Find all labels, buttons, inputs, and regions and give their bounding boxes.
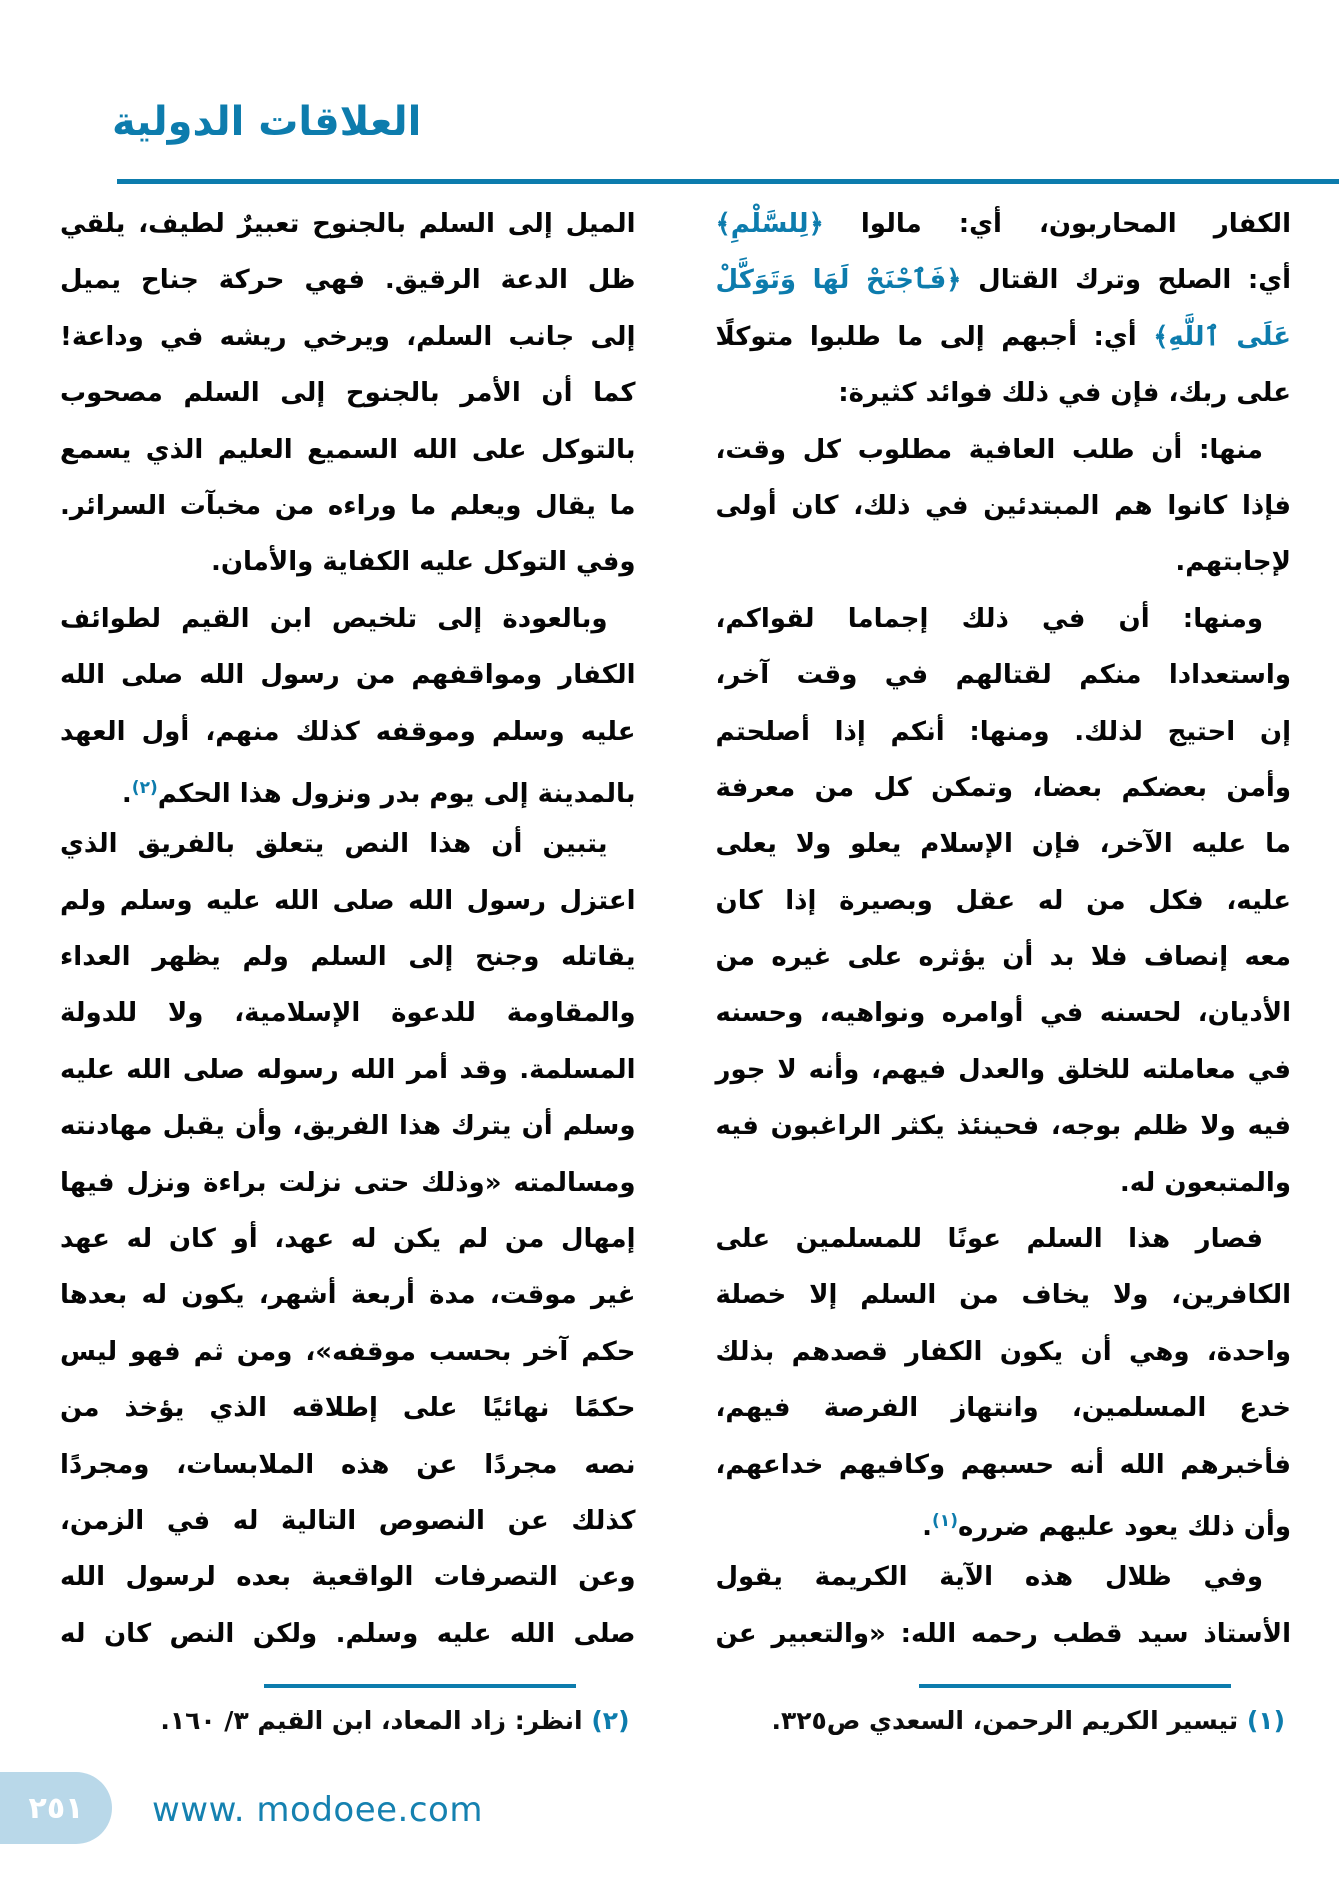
text-line — [60, 1437, 636, 1493]
footnote-text — [60, 1702, 636, 1740]
body-text: واحدة، وهي أن يكون الكفار قصدهم بذلك — [715, 1336, 1291, 1367]
body-text: والمقاومة للدعوة الإسلامية، ولا للدولة — [60, 998, 636, 1029]
body-text: وأن ذلك يعود عليهم ضرره — [957, 1511, 1291, 1542]
text-line — [60, 1606, 636, 1662]
text-line — [716, 1267, 1292, 1323]
footnote-number: (١) — [1246, 1706, 1285, 1736]
body-text: فإذا كانوا هم المبتدئين في ذلك، كان أولى — [715, 490, 1291, 521]
body-text: عليه وسلم وموقفه كذلك منهم، أول العهد — [60, 716, 636, 747]
page-number-badge — [0, 1772, 112, 1844]
footnote-reference: (١) — [932, 1510, 958, 1531]
body-text: في معاملته للخلق والعدل فيهم، وأنه لا جور — [715, 1054, 1291, 1085]
text-line — [60, 196, 636, 252]
body-text: فيه ولا ظلم بوجه، فحينئذ يكثر الراغبون فيه — [715, 1111, 1291, 1142]
text-line — [60, 1211, 636, 1267]
text-line — [716, 309, 1292, 365]
body-text: إمهال من لم يكن له عهد، أو كان له عهد — [60, 1224, 636, 1255]
body-text: الأستاذ سيد قطب رحمه الله: «والتعبير عن — [715, 1618, 1291, 1649]
text-line — [716, 816, 1292, 872]
text-line — [60, 309, 636, 365]
body-text: حكمًا نهائيًا على إطلاقه الذي يؤخذ من — [60, 1393, 636, 1424]
footnote-text — [716, 1702, 1292, 1740]
body-text: خدع المسلمين، وانتهاز الفرصة فيهم، — [715, 1393, 1291, 1424]
body-text: ومسالمته «وذلك حتى نزلت براءة ونزل فيها — [60, 1167, 636, 1198]
body-text: فصار هذا السلم عونًا للمسلمين على — [715, 1224, 1263, 1255]
text-line — [716, 704, 1292, 760]
text-column-left — [60, 196, 636, 1740]
body-text: غير موقت، مدة أربعة أشهر، يكون له بعدها — [60, 1280, 636, 1311]
body-text: وبالعودة إلى تلخيص ابن القيم لطوائف — [60, 603, 608, 634]
column-right-body — [716, 196, 1292, 1662]
body-text: الميل إلى السلم بالجنوح تعبيرٌ لطيف، يلقي — [60, 209, 636, 239]
text-line — [716, 196, 1292, 252]
body-text: الكفار المحاربون، أي: مالوا — [823, 209, 1291, 239]
text-line — [716, 1098, 1292, 1154]
two-column-text-block — [0, 196, 1339, 1740]
text-column-right — [716, 196, 1292, 1740]
footnote-separator — [264, 1684, 576, 1688]
text-line — [716, 760, 1292, 816]
footnote-block-left — [60, 1684, 636, 1740]
text-line — [60, 365, 636, 421]
text-line — [60, 1324, 636, 1380]
body-text: ما عليه الآخر، فإن الإسلام يعلو ولا يعلى — [715, 829, 1291, 860]
body-text: بالتوكل على الله السميع العليم الذي يسمع — [60, 434, 636, 465]
body-text: يقاتله وجنح إلى السلم ولم يظهر العداء — [60, 942, 636, 973]
body-text: بالمدينة إلى يوم بدر ونزول هذا الحكم — [157, 778, 636, 809]
text-line — [60, 1042, 636, 1098]
body-text: . — [922, 1511, 933, 1542]
text-line — [60, 704, 636, 760]
text-line — [716, 1042, 1292, 1098]
quran-verse: عَلَى ٱللَّهِ﴾ — [1153, 321, 1291, 352]
body-text: كذلك عن النصوص التالية له في الزمن، — [60, 1505, 636, 1536]
body-text: كما أن الأمر بالجنوح إلى السلم مصحوب — [60, 378, 636, 409]
text-line — [60, 1155, 636, 1211]
body-text: معه إنصاف فلا بد أن يؤثره على غيره من — [715, 942, 1291, 973]
body-text: واستعدادا منكم لقتالهم في وقت آخر، — [715, 660, 1291, 691]
body-text: الأديان، لحسنه في أوامره ونواهيه، وحسنه — [715, 998, 1291, 1029]
text-line — [716, 929, 1292, 985]
text-line — [716, 1606, 1292, 1662]
text-line — [716, 647, 1292, 703]
text-line — [60, 478, 636, 534]
body-text: صلى الله عليه وسلم. ولكن النص كان له — [60, 1618, 636, 1649]
text-line — [716, 534, 1292, 590]
text-line — [716, 422, 1292, 478]
text-line — [716, 478, 1292, 534]
body-text: الكفار ومواقفهم من رسول الله صلى الله — [60, 660, 636, 691]
body-text: وسلم أن يترك هذا الفريق، وأن يقبل مهادنته — [60, 1111, 636, 1142]
body-text: ظل الدعة الرقيق. فهي حركة جناح يميل — [60, 265, 636, 296]
body-text: يتبين أن هذا النص يتعلق بالفريق الذي — [60, 829, 608, 860]
text-line — [60, 422, 636, 478]
text-line — [716, 591, 1292, 647]
chapter-title-calligraphy: العلاقات الدولية — [112, 99, 422, 145]
text-line — [60, 760, 636, 816]
body-text: وفي ظلال هذه الآية الكريمة يقول — [715, 1562, 1263, 1593]
body-text: الكافرين، ولا يخاف من السلم إلا خصلة — [715, 1280, 1291, 1311]
text-line — [60, 1380, 636, 1436]
footnote-reference: (٢) — [131, 777, 158, 798]
text-line — [716, 985, 1292, 1041]
body-text: نصه مجردًا عن هذه الملابسات، ومجردًا — [60, 1449, 636, 1480]
page-number: ٢٥١ — [28, 1790, 84, 1826]
body-text: اعتزل رسول الله صلى الله عليه وسلم ولم — [60, 885, 636, 916]
body-text: وأمن بعضكم بعضا، وتمكن كل من معرفة — [715, 772, 1291, 803]
body-text: ما يقال ويعلم ما وراءه من مخبآت السرائر. — [60, 490, 636, 521]
text-line — [60, 534, 636, 590]
text-line — [60, 1267, 636, 1323]
text-line — [60, 1493, 636, 1549]
text-line — [60, 1549, 636, 1605]
text-line — [716, 1324, 1292, 1380]
text-line — [716, 1493, 1292, 1549]
text-line — [716, 1380, 1292, 1436]
text-line — [60, 929, 636, 985]
body-text: حكم آخر بحسب موقفه»، ومن ثم فهو ليس — [60, 1336, 636, 1367]
text-line — [60, 1098, 636, 1154]
quran-verse: ﴿فَٱجْنَحْ لَهَا وَتَوَكَّلْ — [715, 265, 962, 296]
text-line — [716, 1211, 1292, 1267]
body-text: فأخبرهم الله أنه حسبهم وكافيهم خداعهم، — [715, 1449, 1291, 1480]
body-text: إلى جانب السلم، ويرخي ريشه في وداعة! — [60, 321, 636, 352]
footnote-block-right — [716, 1684, 1292, 1740]
text-line — [60, 985, 636, 1041]
body-text: أي: أجبهم إلى ما طلبوا متوكلًا — [715, 321, 1154, 352]
text-line — [716, 252, 1292, 308]
body-text: أي: الصلح وترك القتال — [961, 265, 1291, 296]
body-text: ومنها: أن في ذلك إجماما لقواكم، — [715, 603, 1263, 634]
text-line — [60, 591, 636, 647]
body-text: إن احتيج لذلك. ومنها: أنكم إذا أصلحتم — [715, 716, 1291, 747]
body-text: والمتبعون له. — [1119, 1167, 1291, 1198]
body-text: وعن التصرفات الواقعية بعده لرسول الله — [60, 1562, 636, 1593]
body-text: على ربك، فإن في ذلك فوائد كثيرة: — [838, 378, 1291, 409]
text-line — [716, 365, 1292, 421]
body-text: لإجابتهم. — [1175, 547, 1291, 578]
quran-verse: ﴿لِلسَّلْمِ﴾ — [715, 209, 824, 239]
body-text: المسلمة. وقد أمر الله رسوله صلى الله عليه — [60, 1054, 636, 1085]
text-line — [60, 816, 636, 872]
body-text: . — [121, 778, 132, 809]
text-line — [716, 1437, 1292, 1493]
text-line — [60, 873, 636, 929]
footnote-source: تيسير الكريم الرحمن، السعدي ص٣٢٥. — [771, 1706, 1239, 1736]
text-line — [60, 647, 636, 703]
text-line — [60, 252, 636, 308]
text-line — [716, 873, 1292, 929]
website-url: www. modoee.com — [152, 1790, 483, 1830]
column-left-body — [60, 196, 636, 1662]
header-rule — [117, 179, 1339, 184]
footnote-separator — [919, 1684, 1231, 1688]
footnote-source: انظر: زاد المعاد، ابن القيم ٣/ ١٦٠. — [160, 1706, 583, 1736]
text-line — [716, 1155, 1292, 1211]
text-line — [716, 1549, 1292, 1605]
body-text: وفي التوكل عليه الكفاية والأمان. — [210, 547, 636, 578]
body-text: عليه، فكل من له عقل وبصيرة إذا كان — [715, 885, 1291, 916]
body-text: منها: أن طلب العافية مطلوب كل وقت، — [715, 434, 1263, 465]
footnote-number: (٢) — [591, 1706, 630, 1736]
